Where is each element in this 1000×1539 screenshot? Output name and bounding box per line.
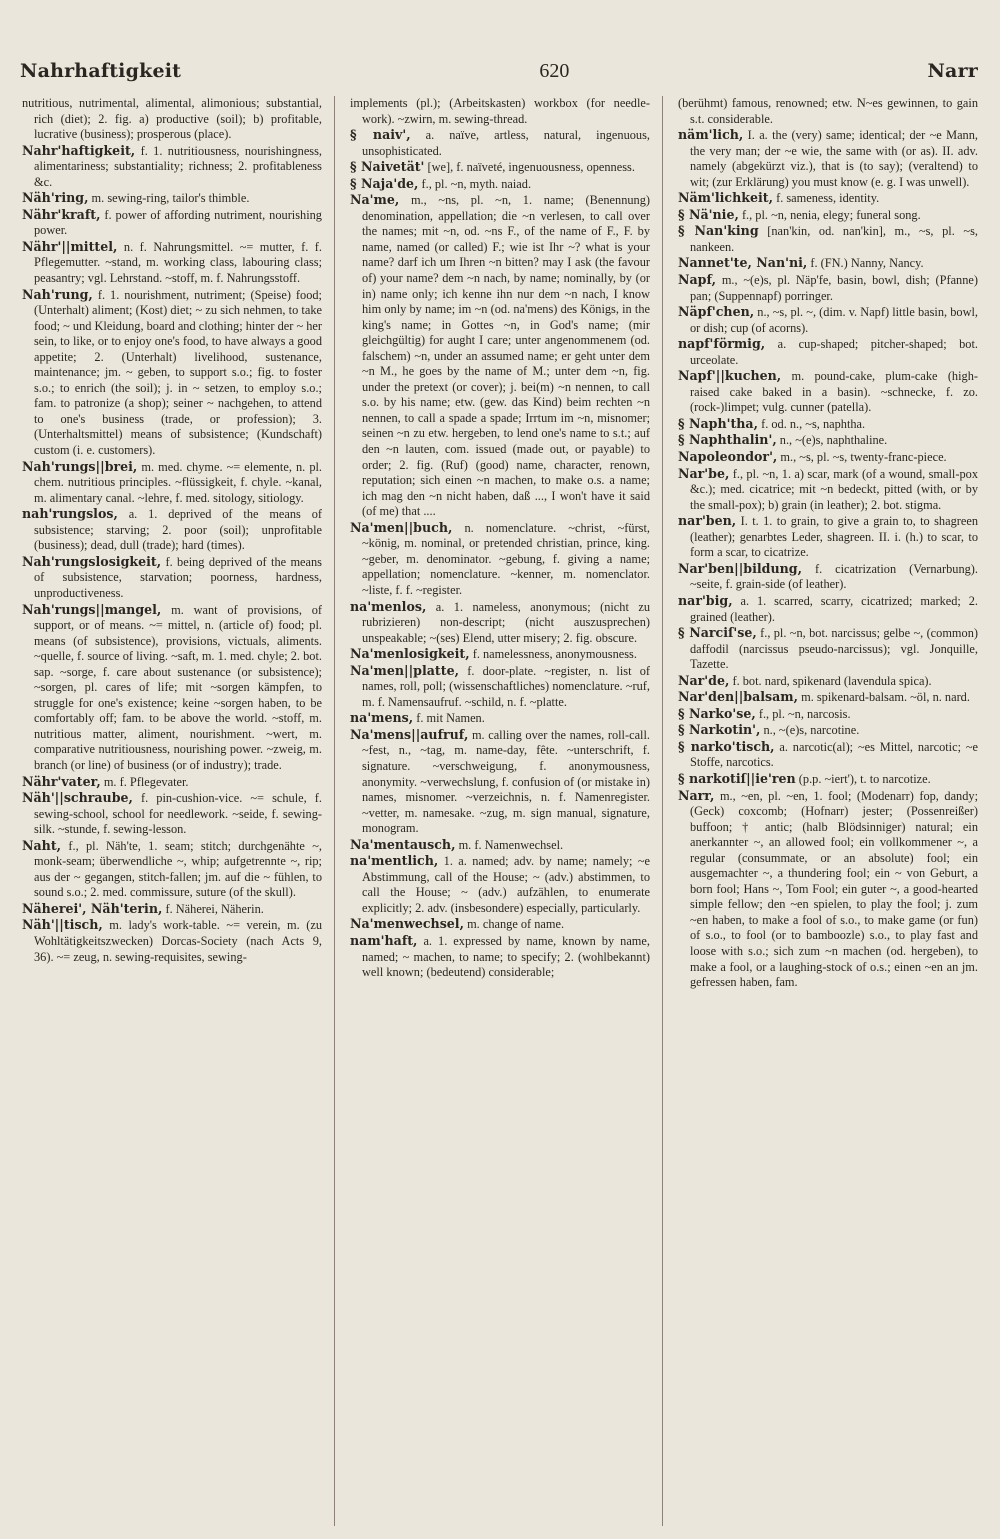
entry-definition: m. lady's work-table. ~= verein, m. (zu Wohltätigkeitszwecken) Dorcas-Society (nach Acts 9, 36). ~= zeug, n. sewing-requisites, sewing- bbox=[34, 918, 322, 964]
entry-headword: § Naja'de, bbox=[350, 175, 419, 191]
entry-headword: § Nä'nie, bbox=[678, 206, 739, 222]
entry-headword: Na'men||platte, bbox=[350, 662, 459, 678]
dictionary-entry bbox=[22, 774, 322, 791]
entry-headword: Nähr'kraft, bbox=[22, 206, 101, 222]
dictionary-entry bbox=[678, 449, 978, 466]
entry-definition: f. pin-cushion-vice. ~= schule, f. sewing-school, school for needlework. ~seide, f. sewing-silk. ~stunde, f. sewing-lesson. bbox=[34, 791, 322, 837]
dictionary-entry bbox=[350, 663, 650, 711]
entry-headword: nah'rungslos, bbox=[22, 506, 118, 522]
dictionary-entry bbox=[678, 432, 978, 449]
dictionary-entry bbox=[678, 368, 978, 416]
header-left-catchword: Nahrhaftigkeit bbox=[20, 60, 182, 82]
dictionary-entry bbox=[350, 96, 650, 127]
entry-definition: a. 1. expressed by name, known by name, named; ~ machen, to name; to specify; 2. (wohlbekannt) well known; (bedeutend) considerable; bbox=[362, 933, 650, 980]
entry-headword: Nar'be, bbox=[678, 465, 730, 481]
entry-definition: n., ~(e)s, narcotine. bbox=[763, 723, 860, 738]
entry-headword: Nahr'haftigkeit, bbox=[22, 142, 136, 158]
dictionary-entry bbox=[350, 599, 650, 647]
dictionary-entry bbox=[678, 336, 978, 368]
entry-definition: f. namelessness, anonymousness. bbox=[472, 647, 637, 662]
entry-headword: Nähr'vater, bbox=[22, 773, 101, 789]
column-1 bbox=[22, 96, 335, 1526]
entry-headword: § Nan'king bbox=[678, 223, 759, 239]
dictionary-entry bbox=[350, 933, 650, 981]
entry-headword: Näh'ring, bbox=[22, 190, 89, 206]
entry-headword: Näpf'chen, bbox=[678, 304, 755, 320]
dictionary-entry bbox=[22, 506, 322, 554]
entry-headword: Nah'rungs||mangel, bbox=[22, 601, 162, 617]
dictionary-entry bbox=[22, 287, 322, 459]
entry-headword: § Narkotin', bbox=[678, 722, 761, 738]
dictionary-entry bbox=[22, 838, 322, 901]
entry-headword: Napoleondor', bbox=[678, 449, 778, 465]
entry-headword: Näh'||schraube, bbox=[22, 790, 133, 806]
entry-definition: m. want of provisions, of support, or of means. ~= mittel, n. (article of) food; pl. means (of subsistence), provisions, victuals, aliments. ~quelle, f. source of living. ~saft, m. 1. med. chyle; 2. bot. sap. ~sorge, f. care about sustenance (or subsistence); ~sorgen, pl. cares of life; mit ~sorgen kämpfen, to struggle for one's existence; keine ~sorgen haben, to be comfortably off; fam. to be above the world. ~stoff, m. nutritious matter, aliment, nourishment. ~wert, m. comparative nutritiousness, nourishing power. ~zweig, m. branch (or line) of business (or of industry); trade. bbox=[34, 602, 322, 772]
entry-headword: Napf'||kuchen, bbox=[678, 368, 782, 384]
page-number: 620 bbox=[539, 59, 570, 82]
dictionary-entry bbox=[350, 159, 650, 176]
entry-definition: [nan'kin, od. nan'kin], m., ~s, pl. ~s, nankeen. bbox=[690, 224, 978, 254]
entry-headword: Näherei', Näh'terin, bbox=[22, 900, 163, 916]
entry-headword: § Narko'se, bbox=[678, 705, 756, 721]
entry-headword: Na'menwechsel, bbox=[350, 916, 464, 932]
dictionary-entry bbox=[678, 127, 978, 190]
dictionary-entry bbox=[350, 916, 650, 933]
dictionary-entry bbox=[678, 207, 978, 224]
entry-definition: m., ~(e)s, pl. Näp'fe, basin, bowl, dish; (Pfanne) pan; (Suppennapf) porringer. bbox=[690, 273, 978, 303]
entry-definition: f., pl. Näh'te, 1. seam; stitch; durchgenähte ~, monk-seam; überwendliche ~, whip; aufgetrennte ~, rip; aus der ~ gegangen, stitch-fallen; jm. auf die ~ fühlen, to sound s.o.; 2. med. commissure, suture (of the skull). bbox=[34, 838, 322, 900]
entry-headword: napf'förmig, bbox=[678, 336, 766, 352]
entry-definition: m., ~en, pl. ~en, 1. fool; (Modenarr) fop, dandy; (Geck) coxcomb; (Hofnarr) jester; (Possenreißer) buffoon; † antic; (halb Blödsinniger) natural; ein anerkannter ~, an allowed fool; ein vollkommener ~, a regular (consummate, or an absolute) fool; ein ausgemachter ~, a thundering fool; ein ~ von Geburt, a born fool; Hans ~, Tom Fool; ein guter ~, a good-hearted simple fellow; den ~en spielen, to play the fool; j. zum ~en haben, to make a fool of s.o., to make game (or fun) of s.o., to fool (or to bamboozle) s.o., to play fast and loose with s.o.; sich zum ~n machen (od. hergeben), to make a fool, or a laughing-stock of o.s.; einen ~en an jm. gefressen haben, fam. bbox=[690, 788, 978, 990]
entry-headword: Naht, bbox=[22, 837, 62, 853]
dictionary-entry bbox=[678, 190, 978, 207]
entry-definition: f. 1. nourishment, nutriment; (Speise) food; (Unterhalt) aliment; (Kost) diet; ~ zu sich nehmen, to take food; ~ und Kleidung, board and clothing; hinter der ~ her sein, to like, or to enjoy one's food, to have always a good appetite; 2. (Unterhalt) livelihood, sustenance, maintenance; jm. ~ geben, to support s.o.; fig. to foster s.o.; to enrich (the soil); j. in ~ setzen, to employ s.o.; fam. to patronize (a shop); seiner ~ nachgehen, to attend to one's business (trade, or profession); 3. (Unterhaltsmittel) means of subsistence; (Kundschaft) custom (i. e. customers). bbox=[34, 287, 322, 458]
dictionary-entry bbox=[678, 466, 978, 514]
entry-headword: Na'men||buch, bbox=[350, 519, 453, 535]
entry-headword: § Naphthalin', bbox=[678, 432, 777, 448]
entry-definition: f., pl. ~n, 1. a) scar, mark (of a wound, small-pox &c.); med. cicatrice; mit ~n bedeckt, pitted (with, or by the small-pox); b) grain (in leather); 2. bot. stigma. bbox=[690, 466, 978, 512]
entry-definition: implements (pl.); (Arbeitskasten) workbox (for needle-work). ~zwirn, m. sewing-thread. bbox=[350, 96, 650, 126]
entry-definition: a. 1. scarred, scarry, cicatrized; marked; 2. grained (leather). bbox=[690, 593, 978, 624]
entry-headword: Na'mens||aufruf, bbox=[350, 726, 469, 742]
columns bbox=[22, 96, 978, 1526]
entry-headword: nar'ben, bbox=[678, 513, 737, 529]
dictionary-entry bbox=[22, 901, 322, 918]
entry-definition: m., ~ns, pl. ~n, 1. name; (Benennung) denomination, appellation; die ~n verlesen, to call over the names; mit ~n, od. ~ns F., of the name of F., F. by name, named (or called) F.; wie ist Ihr ~? what is your name? darf ich um Ihren ~n bitten? may I ask (the favour of) your name? dem ~n nach, by name; nominally, by (or in) name only; ich kenne ihn nur dem ~n nach, I know him only by name; im ~n (od. na'mens) des Königs, in the king's name; in Gottes ~n, in God's name; (mir gleichgültig) for aught I care; unter angenommenem (od. falschem) ~n, under an assumed name; er geht unter dem ~n M., he goes by the name of M.; unter dem ~n, fig. under the pretext (or cover); j. bei(m) ~n nennen, to call s.o. by his name; etw. (gew. das Kind) beim rechten ~n nennen, to call a spade a spade; Irrtum im ~n, misnomer; seinen ~n zu etw. hergeben, to lend one's name to s.t.; auf den ~n lauten, com. issued (made out, or payable) to order; 2. fig. (Ruf) (good) name, character, renown, reputation; sich einen ~n machen, to make o.s. a name; ich mag den ~n nicht haben, daß ..., I won't have it said (of me) that .... bbox=[362, 193, 650, 519]
entry-definition: f., pl. ~n, myth. naiad. bbox=[421, 176, 532, 191]
entry-headword: Nah'rung, bbox=[22, 286, 93, 302]
dictionary-entry bbox=[678, 255, 978, 272]
dictionary-entry bbox=[678, 739, 978, 771]
column-3 bbox=[678, 96, 978, 1526]
entry-headword: Na'me, bbox=[350, 192, 400, 208]
entry-definition: f. cicatrization (Vernarbung). ~seite, f. grain-side (of leather). bbox=[690, 561, 978, 592]
dictionary-entry bbox=[678, 223, 978, 255]
entry-headword: Näm'lichkeit, bbox=[678, 190, 773, 206]
dictionary-entry bbox=[678, 625, 978, 673]
dictionary-entry bbox=[678, 722, 978, 739]
dictionary-entry bbox=[350, 520, 650, 599]
entry-headword: Narr, bbox=[678, 787, 715, 803]
entry-headword: Nar'de, bbox=[678, 672, 730, 688]
entry-definition: m. pound-cake, plum-cake (high-raised cake baked in a basin). ~schnecke, f. zo. (rock-)limpet; vulg. cunner (patella). bbox=[690, 369, 978, 415]
entry-headword: § narko'tisch, bbox=[678, 738, 775, 754]
entry-definition: a. naïve, artless, natural, ingenuous, unsophisticated. bbox=[362, 128, 650, 158]
entry-headword: Napf, bbox=[678, 272, 717, 288]
entry-headword: Nähr'||mittel, bbox=[22, 238, 118, 254]
dictionary-entry bbox=[22, 917, 322, 965]
entry-definition: f., pl. ~n, narcosis. bbox=[758, 706, 851, 721]
dictionary-entry bbox=[678, 771, 978, 788]
entry-definition: f. mit Namen. bbox=[416, 711, 485, 726]
entry-headword: na'menlos, bbox=[350, 598, 427, 614]
entry-definition: nutritious, nutrimental, alimental, alimonious; substantial, rich (diet); 2. fig. a) productive (soil); b) profitable, lucrative (business); prosperous (place). bbox=[22, 96, 322, 142]
entry-definition: m. spikenard-balsam. ~öl, n. nard. bbox=[801, 690, 970, 705]
entry-definition: m. calling over the names, roll-call. ~fest, n., ~tag, m. name-day, fête. ~unterschrift, f. signature. ~verschweigung, f. anonymousness, anonymity. ~verwechslung, f. confusion of (or mistake in) names, misnomer. ~verzeichnis, n. f. Namenregister. ~vetter, m. namesake. ~zug, m. sign manual, signature, monogram. bbox=[362, 727, 650, 836]
entry-definition: a. 1. deprived of the means of subsistence; starving; 2. poor (soil); unprofitable (business); dead, dull (trade); hard (times). bbox=[34, 507, 322, 553]
entry-definition: I. t. 1. to grain, to give a grain to, to shagreen (leather); genarbtes Leder, shagreen. II. i. (h.) to scar, to form a scar, to cicatrize. bbox=[690, 514, 978, 560]
entry-headword: nam'haft, bbox=[350, 932, 418, 948]
dictionary-entry bbox=[350, 192, 650, 519]
dictionary-entry bbox=[22, 554, 322, 602]
dictionary-entry bbox=[22, 190, 322, 207]
dictionary-entry bbox=[678, 272, 978, 304]
dictionary-entry bbox=[350, 727, 650, 837]
entry-definition: m. f. Namenwechsel. bbox=[458, 837, 564, 852]
entry-definition: a. cup-shaped; pitcher-shaped; bot. urceolate. bbox=[690, 337, 978, 367]
dictionary-entry bbox=[350, 646, 650, 663]
dictionary-entry bbox=[350, 710, 650, 727]
entry-definition: n. f. Nahrungsmittel. ~= mutter, f. f. Pflegemutter. ~stand, m. working class, labouring class; peasantry; vgl. Lehrstand. ~stoff, m. f. Nahrungsstoff. bbox=[34, 239, 322, 286]
entry-definition: f. power of affording nutriment, nourishing power. bbox=[34, 207, 322, 238]
entry-definition: f. Näherei, Näherin. bbox=[165, 901, 264, 916]
entry-headword: § narkotiſ||ie'ren bbox=[678, 770, 796, 786]
dictionary-entry bbox=[22, 143, 322, 191]
entry-headword: § Naph'tha, bbox=[678, 415, 758, 431]
dictionary-entry bbox=[678, 689, 978, 706]
dictionary-entry bbox=[350, 127, 650, 159]
entry-headword: Nar'ben||bildung, bbox=[678, 560, 802, 576]
entry-definition: f. sameness, identity. bbox=[776, 191, 880, 206]
entry-headword: Nar'den||balsam, bbox=[678, 689, 799, 705]
entry-definition: 1. a. named; adv. by name; namely; ~e Abstimmung, call of the House; ~ (adv.) abstimmen, to call the House; ~ (adv.) aufzählen, to enumerate explicitly; 2. adv. (insbesondere) especially, particularly. bbox=[362, 854, 650, 915]
entry-definition: f., pl. ~n, nenia, elegy; funeral song. bbox=[741, 207, 921, 222]
dictionary-entry bbox=[678, 673, 978, 690]
entry-headword: Nah'rungslosigkeit, bbox=[22, 553, 162, 569]
dictionary-entry bbox=[678, 513, 978, 561]
dictionary-entry bbox=[22, 96, 322, 143]
entry-definition: f. being deprived of the means of subsistence, starvation; poorness, hardness, unproductiveness. bbox=[34, 554, 322, 600]
entry-definition: n., ~(e)s, naphthaline. bbox=[779, 433, 888, 448]
entry-headword: na'mens, bbox=[350, 710, 414, 726]
entry-definition: a. narcotic(al); ~es Mittel, narcotic; ~e Stoffe, narcotics. bbox=[690, 739, 978, 770]
entry-definition: f., pl. ~n, bot. narcissus; gelbe ~, (common) daffodil (narcissus pseudo-narcissus); vgl. Jonquille, Tazette. bbox=[690, 626, 978, 672]
entry-definition: m. f. Pflegevater. bbox=[103, 774, 189, 789]
dictionary-entry bbox=[350, 176, 650, 193]
entry-headword: Na'menlosigkeit, bbox=[350, 646, 470, 662]
dictionary-entry bbox=[22, 790, 322, 838]
dictionary-entry bbox=[678, 561, 978, 593]
entry-headword: näm'lich, bbox=[678, 127, 744, 143]
dictionary-entry bbox=[22, 459, 322, 507]
entry-headword: Nannet'te, Nan'ni, bbox=[678, 255, 808, 271]
entry-definition: m. sewing-ring, tailor's thimble. bbox=[91, 191, 250, 206]
entry-headword: Na'mentausch, bbox=[350, 836, 456, 852]
entry-headword: na'mentlich, bbox=[350, 853, 439, 869]
page-header bbox=[20, 56, 978, 86]
entry-definition: I. a. the (very) same; identical; der ~e Mann, the very man; der ~e wie, the same with (or as). II. adv. namely (abgekürzt viz.), that is (to say); (veraltend) to wit; (zur Erklärung) you must know (e. g. I was unwell). bbox=[690, 128, 978, 189]
dictionary-entry bbox=[350, 853, 650, 916]
dictionary-entry bbox=[678, 96, 978, 127]
entry-definition: (p.p. ~iert'), t. to narcotize. bbox=[798, 771, 931, 786]
dictionary-entry bbox=[678, 593, 978, 625]
entry-definition: m., ~s, pl. ~s, twenty-franc-piece. bbox=[780, 450, 947, 465]
dictionary-entry bbox=[22, 602, 322, 774]
header-right-catchword: Narr bbox=[927, 60, 978, 82]
entry-definition: [we], f. naïveté, ingenuousness, openness. bbox=[427, 160, 635, 175]
entry-headword: nar'big, bbox=[678, 592, 733, 608]
entry-headword: § naiv', bbox=[350, 127, 411, 143]
dictionary-entry bbox=[678, 416, 978, 433]
entry-definition: f. 1. nutritiousness, nourishingness, alimentariness; substantiality; richness; 2. profitableness &c. bbox=[34, 143, 322, 189]
entry-definition: f. bot. nard, spikenard (lavendula spica). bbox=[732, 673, 932, 688]
entry-headword: § Naivetät' bbox=[350, 159, 425, 175]
dictionary-entry bbox=[22, 207, 322, 239]
column-2 bbox=[350, 96, 663, 1526]
dictionary-entry bbox=[22, 239, 322, 287]
dictionary-entry bbox=[678, 788, 978, 991]
entry-definition: m. med. chyme. ~= elemente, n. pl. chem. nutritious principles. ~flüssigkeit, f. chyle. ~kanal, m. alimentary canal. ~lehre, f. med. sitology, sitiology. bbox=[34, 459, 323, 505]
entry-headword: § Narciſ'se, bbox=[678, 625, 757, 641]
entry-definition: m. change of name. bbox=[467, 917, 565, 932]
entry-definition: n. nomenclature. ~christ, ~fürst, ~könig, m. nominal, or pretended christian, prince, king. ~geber, m. denominator. ~gebung, f. giving a name; appellation; nomenclature. ~kenner, m. nomenclator. ~liste, f. f. ~register. bbox=[362, 520, 650, 597]
entry-definition: n., ~s, pl. ~, (dim. v. Napf) little basin, bowl, or dish; cup (of acorns). bbox=[690, 305, 978, 335]
entry-headword: Nah'rungs||brei, bbox=[22, 458, 138, 474]
dictionary-entry bbox=[678, 706, 978, 723]
entry-definition: (berühmt) famous, renowned; etw. N~es gewinnen, to gain s.t. considerable. bbox=[678, 96, 978, 126]
entry-definition: f. od. n., ~s, naphtha. bbox=[761, 416, 866, 431]
entry-definition: a. 1. nameless, anonymous; (nicht zu rubrizieren) non-descript; (nicht auszusprechen) unspeakable; ~(ses) Elend, utter misery; 2. fig. obscure. bbox=[362, 599, 650, 645]
entry-definition: f. door-plate. ~register, n. list of names, roll, poll; (wissenschaftliches) nomenclature. ~ruf, m. f. Namensaufruf. ~schild, n. f. ~platte. bbox=[362, 663, 650, 709]
dictionary-entry bbox=[678, 304, 978, 336]
entry-headword: Näh'||tisch, bbox=[22, 917, 103, 933]
entry-definition: f. (FN.) Nanny, Nancy. bbox=[810, 256, 924, 271]
dictionary-entry bbox=[350, 837, 650, 854]
